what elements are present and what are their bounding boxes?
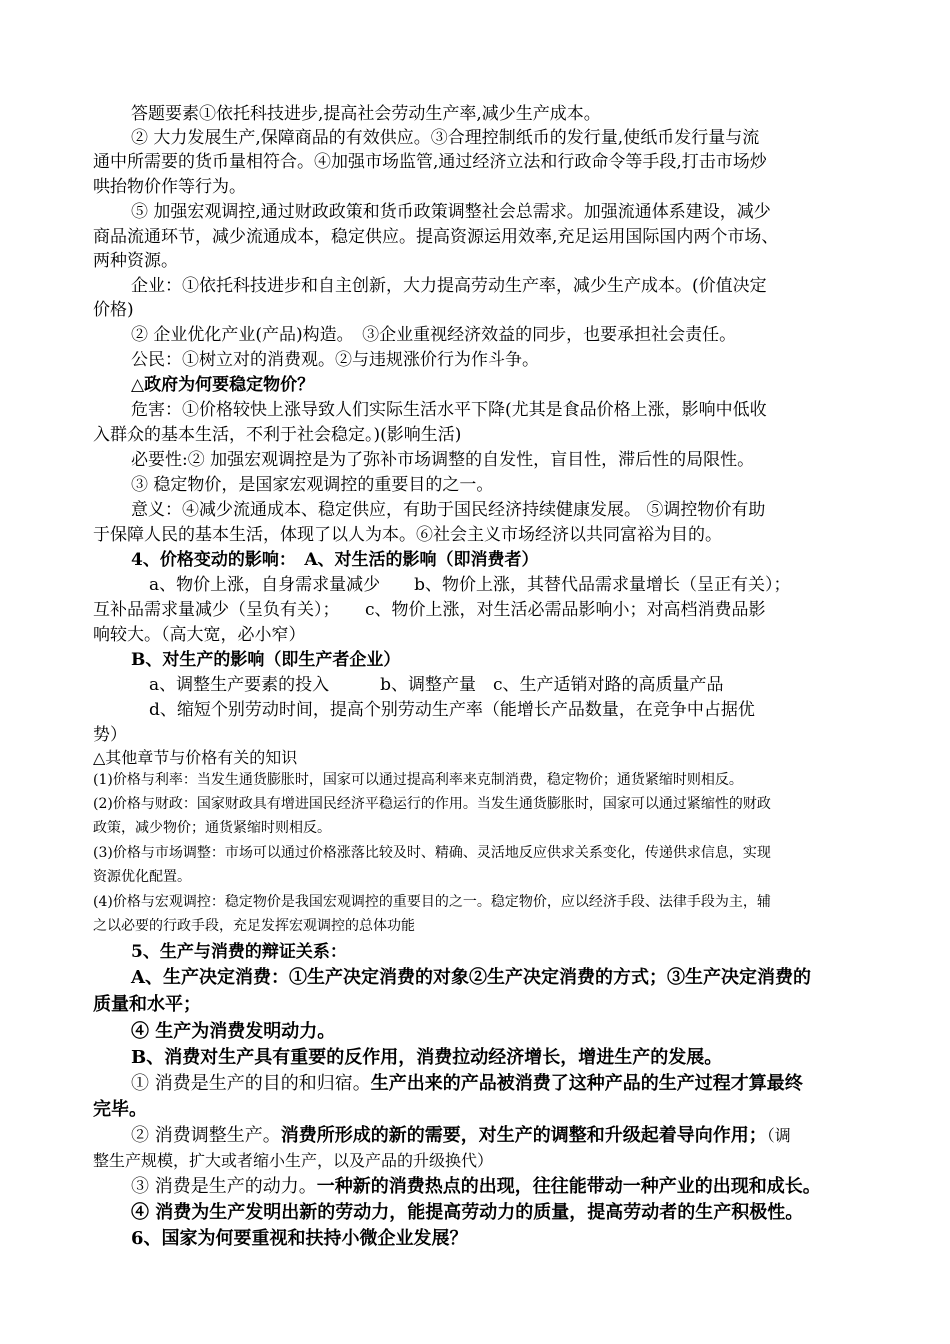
text-line: a、调整生产要素的投入 b、调整产量 c、生产适销对路的高质量产品 bbox=[149, 675, 724, 695]
text-line: 入群众的基本生活，不利于社会稳定。)(影响生活) bbox=[93, 425, 462, 445]
text-line: d、缩短个别劳动时间，提高个别劳动生产率（能增长产品数量，在竞争中占据优 bbox=[149, 700, 755, 720]
text-line: (2)价格与财政：国家财政具有增进国民经济平稳运行的作用。当发生通货膨胀时，国家可以通过紧缩性的财政 bbox=[93, 796, 771, 812]
section-heading: 6、国家为何要重视和扶持小微企业发展？ bbox=[131, 1228, 468, 1249]
text-line: (3)价格与市场调整：市场可以通过价格涨落比较及时、精确、灵活地反应供求关系变化，传递供求信息，实现 bbox=[93, 845, 771, 861]
text-line: A、生产决定消费：①生产决定消费的对象②生产决定消费的方式；③生产决定消费的 bbox=[131, 967, 811, 988]
text-line: 公民：①树立对的消费观。②与违规涨价行为作斗争。 bbox=[131, 350, 539, 370]
text-run-bold: 消费所形成的新的需要，对生产的调整和升级起着导向作用； bbox=[280, 1125, 767, 1146]
text-line: 质量和水平； bbox=[93, 994, 201, 1015]
text-line: 意义：④减少流通成本、稳定供应，有助于国民经济持续健康发展。 ⑤调控物价有助 bbox=[131, 500, 766, 520]
section-heading: 4、价格变动的影响： A、对生活的影响（即消费者） bbox=[131, 550, 539, 570]
text-line: 必要性:② 加强宏观调控是为了弥补市场调整的自发性，盲目性，滞后性的局限性。 bbox=[131, 450, 755, 470]
text-run: （调 bbox=[766, 1126, 791, 1145]
section-heading: 5、生产与消费的辩证关系： bbox=[131, 942, 347, 962]
text-line: ② 大力发展生产,保障商品的有效供应。③合理控制纸币的发行量,使纸币发行量与流 bbox=[131, 128, 760, 148]
text-line: 之以必要的行政手段，充足发挥宏观调控的总体功能 bbox=[93, 918, 415, 934]
text-line: 互补品需求量减少（呈负有关）； c、物价上涨，对生活必需品影响小；对高档消费品影 bbox=[93, 600, 766, 620]
text-line bbox=[131, 1072, 803, 1096]
section-heading: △政府为何要稳定物价？ bbox=[131, 375, 315, 395]
text-run: ③ 消费是生产的动力。 bbox=[131, 1176, 317, 1197]
section-heading: △其他章节与价格有关的知识 bbox=[93, 748, 298, 767]
text-line: ③ 稳定物价，是国家宏观调控的重要目的之一。 bbox=[131, 475, 494, 495]
text-line: 政策，减少物价；通货紧缩时则相反。 bbox=[93, 820, 331, 836]
text-line: 企业：①依托科技进步和自主创新，大力提高劳动生产率，减少生产成本。(价值决定 bbox=[131, 276, 767, 296]
text-line: ④ 生产为消费发明动力。 bbox=[131, 1021, 336, 1042]
text-line: (4)价格与宏观调控：稳定物价是我国宏观调控的重要目的之一。稳定物价，应以经济手段、法律手段为主，辅 bbox=[93, 894, 771, 910]
text-line: 两种资源。 bbox=[93, 251, 178, 271]
text-line: 整生产规模，扩大或者缩小生产，以及产品的升级换代） bbox=[93, 1151, 494, 1170]
text-line: a、物价上涨，自身需求量减少 b、物价上涨，其替代品需求量增长（呈正有关）； bbox=[149, 575, 791, 595]
text-run-bold: 一种新的消费热点的出现，往往能带动一种产业的出现和成长。 bbox=[316, 1176, 821, 1197]
text-line: 答题要素①依托科技进步,提高社会劳动生产率,减少生产成本。 bbox=[131, 104, 601, 124]
section-heading: B、对生产的影响（即生产者企业） bbox=[131, 650, 401, 670]
text-line: ⑤ 加强宏观调控,通过财政政策和货币政策调整社会总需求。加强流通体系建设，减少 bbox=[131, 202, 771, 222]
text-line: 通中所需要的货币量相符合。④加强市场监管,通过经济立法和行政命令等手段,打击市场炒 bbox=[93, 152, 767, 172]
text-line bbox=[131, 1124, 791, 1148]
text-line: 价格) bbox=[93, 300, 134, 320]
text-run: ① 消费是生产的目的和归宿。 bbox=[131, 1073, 371, 1094]
text-line: 完毕。 bbox=[93, 1099, 147, 1120]
text-line: B、消费对生产具有重要的反作用，消费拉动经济增长，增进生产的发展。 bbox=[131, 1047, 723, 1068]
text-line: (1)价格与利率：当发生通货膨胀时，国家可以通过提高利率来克制消费，稳定物价；通货紧缩时则相反。 bbox=[93, 772, 743, 788]
text-line: 势） bbox=[93, 725, 127, 745]
text-run: ② 消费调整生产。 bbox=[131, 1125, 281, 1146]
text-run-bold: 生产出来的产品被消费了这种产品的生产过程才算最终 bbox=[370, 1073, 803, 1094]
text-line bbox=[131, 1175, 821, 1199]
text-line: 哄抬物价作等行为。 bbox=[93, 177, 246, 197]
text-line: ② 企业优化产业(产品)构造。 ③企业重视经济效益的同步，也要承担社会责任。 bbox=[131, 325, 737, 345]
text-line: 资源优化配置。 bbox=[93, 869, 191, 885]
text-line: 于保障人民的基本生活，体现了以人为本。⑥社会主义市场经济以共同富裕为目的。 bbox=[93, 525, 722, 545]
text-line: 危害：①价格较快上涨导致人们实际生活水平下降(尤其是食品价格上涨，影响中低收 bbox=[131, 400, 767, 420]
text-line: 商品流通环节，减少流通成本，稳定供应。提高资源运用效率,充足运用国际国内两个市场、 bbox=[93, 227, 779, 247]
text-line: 响较大。（高大宽，必小窄） bbox=[93, 625, 306, 645]
text-line: ④ 消费为生产发明出新的劳动力，能提高劳动力的质量，提高劳动者的生产积极性。 bbox=[131, 1202, 804, 1223]
